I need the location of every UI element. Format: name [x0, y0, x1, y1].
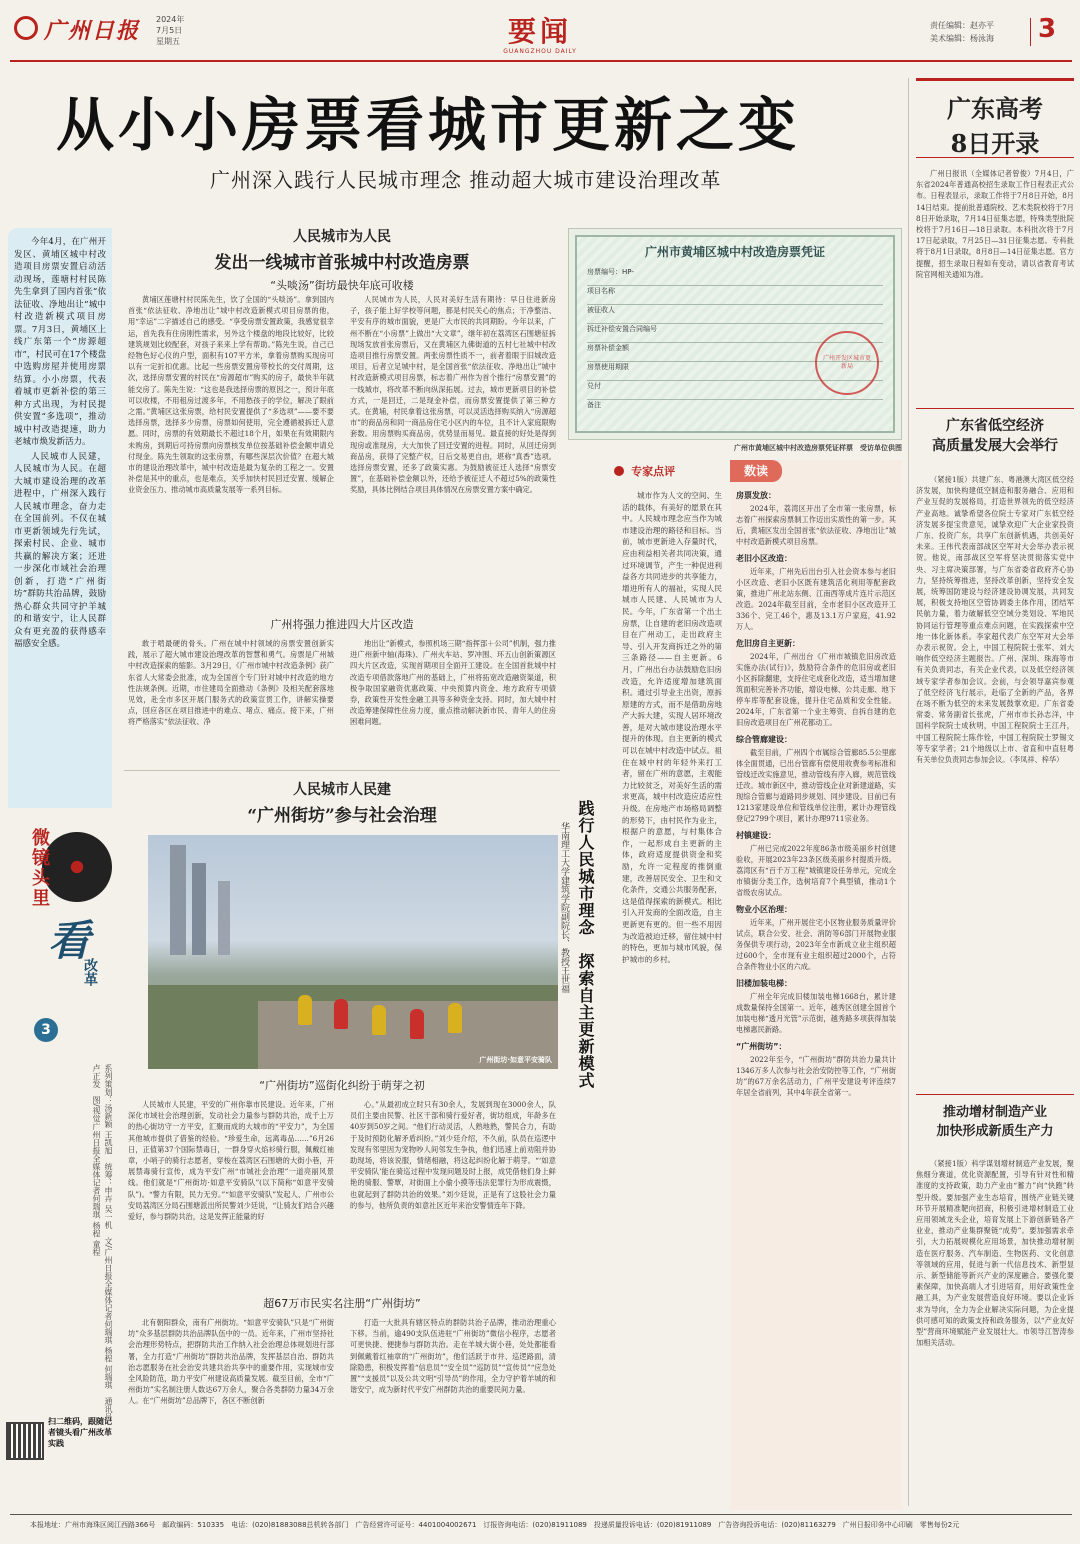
article-1-col-a: 黄埔区莲塘村村民陈先生，饮了全国的“头啖汤”。拿到国内首张“依法征收、净地出让”城中村改造新模式项目房票的他，用“幸运”二字描述自己的感受。“享受房票安置政策，我感觉很幸运，首先我有住房刚性需求，另外这个楼盘的地段比较好，比较建筑规划比较配套，对孩子来来上学有帮助。”陈先生说，自己已经物色好心仪的户型，面积有107平方米，拿着房票购买现房可以有一定折扣优惠。比起一些房票安置房带校长的交付周期，这次，选择房票安置的村民在“房源超市”购买的房子，最快半年就能交房了。陈先生说：“这也是我选择房票的原因之一，预计年底可以收楼，不用租房过渡多年，不用愁孩子的学位，解决了眼前之需。”黄埔区这张房票，给村民安置提供了“多选项”——要不要选择房票，选择多少房票，房票如何使用，完全遵循被拆迁人意愿。同时，房票的有效期最长不超过18个月，如果在有效期限内未购房，到期后可持房票向房票核发单位按基础补偿金额申请兑付现金。陈先生领取的这张房票，有哪些深层次价值？在超大城市的建设治理改革中，城中村改造是最为复杂的工程之一。安置补偿是其中的重点，也是难点，关乎加快村民回迁安置、缓解企业资金压力、推动城市高质量发展等一系列目标。 [128, 295, 334, 495]
stats-item-heading: 房票发放： [736, 491, 776, 500]
article-1-title: 发出一线城市首张城中村改造房票 [214, 253, 470, 273]
series-logo-big: 看 [48, 916, 91, 965]
photo-building [170, 845, 186, 955]
stats-item [736, 490, 896, 547]
cycling-photo-caption: 广州街坊·如意平安骑队 [479, 1056, 552, 1064]
voucher-caption: 广州市黄埔区城中村改造房票凭证样票 受访单位供图 [734, 444, 902, 452]
article-1-kicker: 人民城市为人民 [293, 229, 391, 245]
article-2-col-b: 心。”从最初成立时只有30余人，发展到现在3000余人，队员们主要由民警、社区干部和骑行爱好者，街坊组成，年龄多在40岁到50岁之间。“他们行动灵活，人熟地熟，警民合力，有助于及时预防化解矛盾纠纷。”刘少廷介绍，不久前，队员在巡逻中发现有邻里因为宠物吵人间邻发生争执，他们迅速上前劝阻并协助现场，将该说服，情绪相融，将这起纠纷化解于萌芽。“‘如意平安骑队’能在骑巡过程中发现问题及时上报，成凭借他们身上鲜艳的骑服、警覃，对街面上小偷小摸等违法犯罪行为形成震慑，也就起到了群防共治的效果。”刘少廷说，正是有了这股社会力量的参与，他所负责的如意社区近年来治安警情连年下降。 [350, 1100, 556, 1210]
date-weekday: 星期五 [156, 37, 180, 46]
low-altitude-title-2: 高质量发展大会举行 [932, 438, 1058, 454]
date-month-day: 7月5日 [156, 26, 183, 35]
voucher-seal-text: 广州开发区城市更新局 [822, 355, 871, 370]
manufacturing-title-2: 加快形成新质生产力 [936, 1124, 1054, 1139]
gaokao-title-1: 广东高考 [947, 94, 1043, 123]
expert-vertical-title: 践行人民城市理念 探索自主更新模式 [576, 800, 595, 1089]
stats-column [730, 460, 902, 1510]
stats-item [736, 978, 896, 1035]
footer-rule [10, 1514, 1072, 1515]
stats-item-heading: 综合管廊建设： [736, 735, 792, 744]
manufacturing-body: （紧接1版）科学谋划增材制造产业发展，聚焦细分赛道，优化资源配置，引导有针对性和精准度的支持政策，助力产业由“蓄力”向“快跑”转型升级。要加强产业生态培育，围绕产业链关键环节开展精准靶向招商，积极引进增材制造工业应用领域龙头企业，培育发展上下游创新链各产业业，推动产业集群聚链“成势”。要加强需求牵引，大力拓展规模化应用场景，加快推动增材制造在医疗服务、汽车制造、生物医药、文化创意等领域的应用，促进与新一代信息技术、新型显示、新型储能等新兴产业的深度融合。要强化要素保障，加快高端人才引进培育，用好政策性金融工具，为产业发展营造良好环境。要以企业诉求为导向，全力为企业解决实际问题，为企业提供可感可知的政策支持和政务服务，以“产业友好型”营商环境赋能产业发展壮大。市领导江智涛参加相关活动。 [916, 1159, 1074, 1348]
expert-label-text: 专家点评 [631, 464, 676, 478]
stats-item-heading: 老旧小区改造： [736, 554, 792, 563]
voucher-row: 房票编号：HP- [587, 267, 883, 286]
article-1-col-d: 地出让”新模式，参照机场三期“指挥部＋公司”机制，强力推进广州新中轴(海珠)、广州火车站、罗冲围、环五山创新策源区四大片区改造，实现首期项目全面开工建设。在全国首批城中村改造专项借款落地广州的基础上，广州将拓宽改造融资渠道，积极争取国家融资优惠政策、中央预算内资金、地方政府专项债券，政策性开发性金融工具等多种资金支持。同时，加大城中村改造筹建保障性住房力度，重点推动解决新市民、青年人的住房困难问题。 [350, 639, 556, 727]
stats-item-heading: 物业小区治理： [736, 905, 792, 914]
stats-item-text: 2022年至今，“广州街坊”群防共治力量共计1346万多人次参与社会治安防控等工作，“广州街坊”的67万余名活动力，广州平安建设考评连续7年居全省前列，其中4年获全省第一。 [736, 1055, 896, 1097]
intro-box [8, 228, 112, 808]
paper-logo-icon [14, 16, 38, 40]
intro-paragraph-2: 人民城市人民建，人民城市为人民。在超大城市建设治理的改革进程中，广州深入践行人民城市理念，奋力走在全国前列。不仅在城市更新领域先行先试，探索村民、企业、城市共赢的解决方案；还进一步深化市域社会治理创新，打造“广州街坊”群防共治品牌，鼓励热心群众共同守护羊城的和谐安宁，让人民群众有更充盈的获得感幸福感安全感。 [14, 451, 106, 649]
paper-name: 广州日报 [44, 18, 141, 44]
voucher-row: 项目名称 [587, 286, 883, 305]
low-altitude-title-1: 广东省低空经济 [946, 418, 1044, 434]
vinyl-record-icon [42, 832, 112, 902]
section-title: 要闻 [507, 15, 572, 48]
voucher-row: 房票补偿金额 [587, 343, 883, 362]
article-1-col-b: 人民城市为人民，人民对美好生活有期待：早日住进新房子，孩子能上好学校等问题，都是村民关心的焦点；干净整洁、平安有序的城市面貌，更是广大市民的共同期盼。今年以来，广州不断在“小房票”上做出“大文章”，继年初在荔湾区石围塘征拆现场发放首张房票后，又在黄埔区九佛街道的五村七社城中村改造项目推行房票安置。两张房票性质不一，前者着眼于旧城改造项目，后者立足城中村，是全国首张“依法征收、净地出让”城中村改造新模式项目房票，标志着广州作为首个推行“房票安置”的一线城市，将改革不断向纵深拓展。过去，城市更新项目的补偿方式，一是回迁，二是现金补偿，而房票安置提供了第三种方式。在黄埔，村民拿着这张房票，可以灵活选择购买纳入“房源超市”的商品房和同一商品房住宅小区内的车位，且不计入家庭限购套数。用房票购买商品房，优势显而易见。最直接的好处是得到现房或准现房，大大加快了回迁安置的进程。同时，从回迁房到商品房，获得了完整产权，日后交易更自由，堪称“真香”选项。选择房票安置，还多了政策实惠。为鼓励被征迁人选择“房票安置”，在基础补偿金额以外，还给予被征迁人不超过5%的政策性奖励，具体比例结合项目具体情况在房票安置方案中确定。 [350, 295, 556, 495]
sub-headline: 广州深入践行人民城市理念 推动超大城市建设治理改革 [210, 168, 722, 192]
stats-label: 数读 [730, 460, 782, 482]
manufacturing-title-1: 推动增材制造产业 [942, 1105, 1047, 1120]
footer-info: 本报地址：广州市海珠区阅江西路366号 邮政编码：510335 电话：(020)81883088总机转各部门 广告经营许可证号：4401004002671 订报咨询电话：(020)81911089 投递质量投诉电话：(020)81911089 广告咨询投诉电话：(020)81163279 广州日报印务中心印刷 零售每份2元 [30, 1521, 960, 1529]
voucher-row: 拆迁补偿安置合同编号 [587, 324, 883, 343]
expert-label [614, 460, 694, 480]
stats-item [736, 734, 896, 824]
cyclist-icon [448, 1003, 462, 1033]
low-altitude-body: （紧接1版）共建广东、粤港澳大湾区低空经济发展，加快构建低空制造和服务融合、应用和产业互促的发展格局，打造世界领先的低空经济产业高地。诚挚希望各位院士专家对广东低空经济发展多提宝贵意见，诚挚欢迎广大企业家投资广东、投资广东，共享广东创新机遇，共创美好未来。王伟代表南部战区空军对大会举办表示祝贺。他说，南部战区空军将坚决贯彻落实党中央、习主席决策部署，与广东省委省政府齐心协力，坚持统筹推进，坚持改革创新，坚持安全发展，统筹国防建设与经济建设协调发展，共同发展，积极支持地区空管协调委主体作用，团结军民航力量，着力破解低空空域分类划设、军地民协同运行管理等重点难点问题，在实践探索中空地一体化新体系。李家超代表广东空军对大会举办表示祝贺。会上，中国工程院院士张军、刘大响作低空经济主题报告。广州、深圳、珠海等市有关负责同志，有关企业代表，以及低空经济领域专家学者参加会议。会前，与会领导嘉宾参观了低空经济飞行展示，赴临了全新的产品，各界在场不断为低空的未来发展鼓掌欢迎。广东省委常委、常务副省长张虎，广州市市长孙志洋，中国科学院院士成秋明，中国工程院院士王江丹，中国工程院院士陈作铨，中国工程院院士罗锡文等专家学者；21个地级以上市、省直和中直驻粤有关单位负责同志参加会议。（李凤祥、梓华） [916, 475, 1074, 765]
gaokao-body: 广州日报讯（全媒体记者曾俊）7月4日，广东省2024年普通高校招生录取工作日程表正式公布。日程表显示，录取工作将于7月8日开始，8月14日结束。提前批普通院校、艺术类院校将于7月8日开始录取，7月14日征集志愿，特殊类型批院校将于7月16日—18日录取。本科批次将于7月17日起录取，7月25日—31日征集志愿。专科批将于8月1日录取，8月8日—14日征集志愿。官方提醒，招生录取日程如有变动，请以省教育考试院官网相关通知为准。 [916, 169, 1074, 279]
main-headline: 从小小房票看城市更新之变 [56, 91, 801, 159]
stats-item-heading: 旧楼加装电梯： [736, 979, 792, 988]
article-1-subhead-2: 广州将强力推进四大片区改造 [270, 618, 414, 631]
issue-date [156, 14, 184, 47]
cyclist-icon [410, 1009, 424, 1039]
right-column [916, 78, 1074, 1506]
voucher-seal [815, 331, 879, 395]
masthead [0, 0, 1080, 62]
voucher-row: 被征收人 [587, 305, 883, 324]
article-1-subhead-1: “头啖汤”街坊最快年底可收楼 [270, 279, 414, 292]
stats-item-text: 近年来，广州开展住宅小区物业服务质量评价试点，联合公安、社会、消防等6部门开展物业服务保供专项行动，2023年全市新成立业主组织超过600个，全市现有业主组织超过2000个，占符合条件物业小区的六成。 [736, 918, 896, 971]
article-2-col-a: 人民城市人民建，平安的广州你靠市民建设。近年来，广州深化市域社会治理创新，发动社会力量参与群防共治，成千上万的热心街坊守一方平安，汇聚而成的大城市的“平安力”，为全国其他城市提供了借鉴的经验。“珍爱生命，远离毒品……”6月26日，正值第37个国际禁毒日，一群身穿火焰衫骑行服，佩戴红袖章，小哨子的骑行志愿者，穿梭在荔湾区石围塘的大街小巷，开展禁毒骑行宣传，成为平安广州“市城社会治理”一道亮丽风景线。他们就是“广州街坊·如意平安骑队”(以下简称“如意平安骑队”)。“警力有限，民力无穷。”“如意平安骑队”发起人、广州市公安局荔湾区分局石围塘派出所民警刘少廷说，“让骑友们结合兴趣爱好，参与群防共治，这是发挥正能量的好 [128, 1100, 334, 1222]
series-number-badge: 3 [34, 1018, 58, 1042]
date-year: 2024年 [156, 15, 185, 24]
gaokao-headline-box [916, 78, 1074, 158]
expert-comment [600, 460, 726, 1520]
art-editor-credit: 美术编辑：杨泳海 [930, 34, 994, 43]
stats-item-text: 截至目前，广州四个市属综合管廊85.5公里廊体全面贯通，已出台管廊有偿使用收费参考标准和管线迁改实施意见，推动管线有序入廊，规范管线迁改。城市新区中，推动管线企业对新建道路，实现综合管廊与道路同步规划、同步建设。目前已有1213家建设单位和管线单位注册，累计办理管线登记2799个项目，累计办理9711宗业务。 [736, 748, 896, 823]
voucher-title: 广州市黄埔区城中村改造房票凭证 [644, 245, 825, 259]
voucher-frame [575, 235, 895, 433]
voucher-row: 兑付 [587, 381, 883, 400]
manufacturing-headline-box [916, 1094, 1074, 1152]
stats-item-text: 2024年，广州出台《广州市城镇危旧房改造实施办法(试行)》，鼓励符合条件的危旧房或老旧小区拆除翻建，支持住宅成套化改造，适当增加建筑面积完善补齐功能，增设电梯、公共走廊、地下停车库等配套设施，提升住宅品质和安全性能。2024年，广东省第一个业主筹资、自拆自建的危旧房改造项目在广州花都动工。 [736, 652, 896, 727]
voucher-image [568, 228, 902, 440]
stats-item [736, 904, 896, 972]
stats-item-text: 广州全年完成旧楼加装电梯1668台，累计建成数量保持全国第一。近年，越秀区创建全国首个加装电梯“透月光管”示范街，越秀路多项获得加装电梯惠民新路。 [736, 992, 896, 1034]
stats-item-heading: 村镇建设： [736, 831, 776, 840]
article-2-col-d: 打造一大批具有辖区特点的群防共治子品牌，推动治理重心下移。当前，逾490支队伍进驻“广州街坊”微信小程序，志愿者可更快捷、便捷参与群防共治。走在羊城大街小巷，处处都能看到佩戴着红袖章的“广州街坊”，他们活跃于市井、巡逻路面，清除隐患，积极发挥着“信息员”“安全员”“巡防员”“宣传员”“应急处置”“支援员”以及公共文明“引导员”的作用，全力守护着羊城的和谐安宁，成为新时代平安广州群防共治的重要民间力量。 [350, 1318, 556, 1395]
cyclist-icon [298, 995, 312, 1025]
series-logo-line-2: 改革 [82, 958, 98, 986]
stats-item-text: 广州已完成2022年度86条市级美丽乡村创建验收，开展2023年23条区级美丽乡村提质升级。荔湾区有“百千万工程”城镇建设任务单元，完成全市镇街分类工作，选树培育7个典型镇，推动1个省级农房试点。 [736, 844, 896, 897]
stats-item [736, 638, 896, 728]
intro-paragraph-1: 今年4月，在广州开发区、黄埔区城中村改造项目房票安置启动活动现场，莲塘村村民陈先生拿到了国内首张“依法征收、净地出让”城中村改造新模式项目房票。7月3日，黄埔区上线广东第一个“房源超市”，村民可在17个楼盘中选购房屋并使用房票结算。小小房票，代表着城市更新补偿的第三种方式出现，为村民提供安置“多选项”，推动城中村改造提速，助力老城市焕发新活力。 [14, 237, 106, 447]
series-credits: 系列策划：汤新颖 王凯旭 统筹：申卉 吴一机 文/广州日报全媒体记者何瑞琪 杨程 何瑞琪 通讯员卢正发 图/视觉广州日报全媒体记者何瑞琪 杨程 童程 [92, 1064, 113, 1421]
stats-item-heading: 危旧房自主更新： [736, 639, 800, 648]
voucher-row: 房票使用期限 [587, 362, 883, 381]
cycling-photo [148, 835, 558, 1069]
expert-vertical-author: 华南理工大学建筑学院副院长、教授王世福 [559, 822, 569, 993]
article-2-subhead-2: 超67万市民实名注册“广州街坊” [263, 1297, 421, 1310]
page-divider [1030, 18, 1031, 46]
editor-credit: 责任编辑：赵亦平 [930, 21, 994, 30]
stats-item-text: 近年来，广州先后出台引入社会资本参与老旧小区改造、老旧小区既有建筑活化利用等配套政策，推进广州北站东侧、江南西等成片连片示范区改造。2024年截至目前，全市老旧小区改造开工336个、完工46个，惠及13.1万户家庭，41.92万人。 [736, 567, 896, 631]
low-altitude-headline-box [916, 408, 1074, 466]
expert-dot-icon [614, 466, 624, 476]
qr-code[interactable] [8, 1424, 42, 1458]
article-2-title: “广州街坊”参与社会治理 [247, 806, 437, 826]
page-number: 3 [1038, 14, 1057, 44]
article-2-kicker: 人民城市人民建 [293, 782, 391, 798]
photo-building [192, 863, 206, 955]
article-1 [124, 222, 560, 762]
article-2 [124, 770, 560, 1510]
series-logo [20, 818, 114, 1048]
voucher-row: 备注 [587, 401, 601, 409]
stats-item-text: 2024年，荔湾区开出了全市第一张房票，标志着广州探索房票制工作迈出实质性的第一步。其后，黄埔区发出全国首张“依法征收、净地出让”城中村改造新模式项目房票。 [736, 504, 896, 546]
qr-label: 扫二维码，跟随记者镜头看广州改革实践 [48, 1417, 112, 1448]
article-1-col-c: 敢于啃最硬的骨头。广州在城中村领域的房票安置创新实践，展示了超大城市建设治理改革的智慧和勇气。房票是广州城中村改造探索的缩影。3月29日，《广州市城中村改造条例》获广东省人大常委会批准，成为全国首个专门针对城中村改造的地方性法规条例。近期，市住建局全面推动《条例》及相关配套落地见效，赴全市多区开展门服务式的政策宣贯工作，讲解实操要点，回应各区在项目推进中的难点、堵点、痛点。接下来，广州将严格落实“依法征收、净 [128, 639, 334, 727]
cyclist-icon [334, 999, 348, 1029]
masthead-rule [10, 60, 1072, 62]
gaokao-title-2: 8日开录 [950, 129, 1040, 158]
stats-item [736, 830, 896, 898]
expert-col-1: 城市作为人文的空间、生活的载体，有美好的愿景在其中。人民城市理念应当作为城市建设治理的路径和目标。当前，城市更新进入存量时代，应由利益相关者共同决策，通过环境调节，产生一种促进利益各方共同进步的共享能力，增进所有人的福祉，实现人民城市人民建、人民城市为人民。今年，广东省第一个出土房票，让自建的老旧房改造项目在广州动工，走出政府主导、引入开发商拆迁之外的第三条路径——自主更新。6月，广州出台办法鼓励危旧房改造，允许适度增加建筑面积。通过引导业主出资，原拆原建的方式，而不是借助房地产大拆大建，实现人居环境改善，是对大城市建设治理水平提升的体现。自主更新的模式可以在城中村改造中试点。祖住在城中村的年轻外来打工者，留在广州的意愿，主观能力比较贫乏，对美好生活的需求更高，城中村改造应适应性升级。在房地产市场格局调整的形势下，由村民作为业主，根据户的意愿，与村集体合作，一起形成自主更新的主体，政府适度提供资金和奖励，允许一定程度的推倒重建，改善居民安全、卫生和文化条件，交通公共服务配套，这是值得探索的新模式。相比引入开发商的全面改造，自主更新更有更的。但一些不用因为改造被迫迁移，留住城中村的特色，更加与城市风貌，保护城市的乡村。 [622, 491, 722, 964]
section-english: GUANGZHOU DAILY [503, 48, 577, 55]
article-2-col-c: 北有朝阳群众，南有广州街坊。“如意平安骑队”只是“广州街坊”众多基层群防共治品牌队伍中的一员。近年来，广州市坚持社会治理形势特点，把群防共治工作纳入社会治理总体规划进行部署，全力打造“广州街坊”群防共治品牌，发挥基层自治、群防共治志愿服务在社会治安共建共治共享中的重要作用，实现城市安全风险防范，助力平安广州建设高质量发展。截至目前，全市“广州街坊”实名制注册人数达67万余人，聚合各类群防力量34万余人。在“广州街坊”总品牌下，各区不断创新 [128, 1318, 334, 1406]
stats-item-heading: “广州街坊”： [736, 1042, 787, 1051]
right-column-divider [908, 78, 909, 1506]
photo-building [218, 881, 230, 955]
stats-list [736, 488, 896, 1508]
stats-item [736, 553, 896, 632]
stats-item [736, 1041, 896, 1098]
article-2-subhead-1: “广州街坊”巡街化纠纷于萌芽之初 [259, 1079, 425, 1092]
series-logo-line-1: 微镜头里 [29, 828, 50, 908]
cyclist-icon [372, 1005, 386, 1035]
